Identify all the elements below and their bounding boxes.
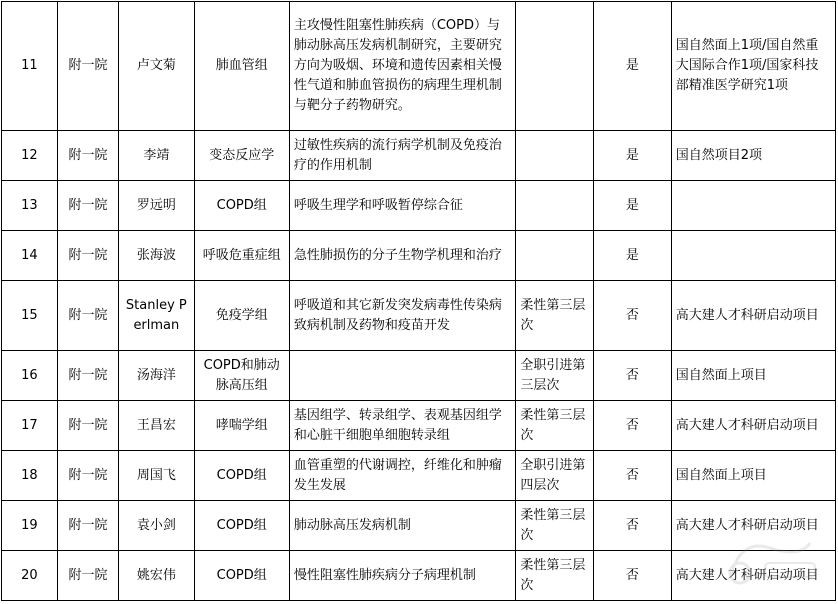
table-row (2, 281, 836, 351)
cell-hospital: 附一院 (57, 551, 118, 601)
cell-flag: 是 (594, 131, 672, 181)
cell-hospital: 附一院 (57, 351, 118, 401)
cell-flag: 是 (594, 181, 672, 231)
cell-flag: 否 (594, 551, 672, 601)
cell-name: 李靖 (119, 131, 195, 181)
cell-hospital: 附一院 (57, 501, 118, 551)
cell-research: 慢性阻塞性肺疾病分子病理机制 (289, 551, 516, 601)
cell-projects: 高大建人才科研启动项目 (671, 401, 835, 451)
cell-team: COPD组 (194, 501, 289, 551)
table-row (2, 551, 836, 601)
cell-level: 全职引进第三层次 (516, 351, 594, 401)
cell-level: 柔性第三层次 (516, 281, 594, 351)
cell-name: 卢文菊 (119, 2, 195, 131)
cell-projects (671, 181, 835, 231)
cell-flag: 否 (594, 451, 672, 501)
cell-no: 14 (2, 231, 58, 281)
table-row (2, 401, 836, 451)
cell-projects: 高大建人才科研启动项目 (671, 281, 835, 351)
cell-level: 柔性第三层次 (516, 401, 594, 451)
cell-level (516, 131, 594, 181)
cell-hospital: 附一院 (57, 281, 118, 351)
cell-projects: 国自然面上1项/国自然重大国际合作1项/国家科技部精准医学研究1项 (671, 2, 835, 131)
cell-hospital: 附一院 (57, 401, 118, 451)
cell-team: 哮喘学组 (194, 401, 289, 451)
cell-no: 12 (2, 131, 58, 181)
cell-level: 全职引进第四层次 (516, 451, 594, 501)
cell-flag: 否 (594, 281, 672, 351)
cell-level: 柔性第三层次 (516, 551, 594, 601)
cell-team: 肺血管组 (194, 2, 289, 131)
table-body (2, 2, 836, 601)
cell-research: 呼吸道和其它新发突发病毒性传染病致病机制及药物和疫苗开发 (289, 281, 516, 351)
cell-no: 17 (2, 401, 58, 451)
cell-team: 变态反应学 (194, 131, 289, 181)
cell-no: 13 (2, 181, 58, 231)
cell-no: 15 (2, 281, 58, 351)
cell-no: 18 (2, 451, 58, 501)
cell-research: 基因组学、转录组学、表观基因组学和心脏干细胞单细胞转录组 (289, 401, 516, 451)
researcher-table (1, 1, 836, 601)
cell-research: 呼吸生理学和呼吸暂停综合征 (289, 181, 516, 231)
cell-team: 呼吸危重症组 (194, 231, 289, 281)
cell-team: COPD和肺动脉高压组 (194, 351, 289, 401)
cell-flag: 否 (594, 351, 672, 401)
table-row (2, 451, 836, 501)
cell-projects (671, 231, 835, 281)
cell-level (516, 231, 594, 281)
cell-level (516, 181, 594, 231)
cell-hospital: 附一院 (57, 451, 118, 501)
cell-level: 柔性第三层次 (516, 501, 594, 551)
cell-flag: 否 (594, 401, 672, 451)
cell-research: 急性肺损伤的分子生物学机理和治疗 (289, 231, 516, 281)
cell-projects: 高大建人才科研启动项目 (671, 551, 835, 601)
cell-research: 血管重塑的代谢调控，纤维化和肿瘤发生发展 (289, 451, 516, 501)
cell-name: Stanley Perlman (119, 281, 195, 351)
cell-no: 19 (2, 501, 58, 551)
cell-research: 肺动脉高压发病机制 (289, 501, 516, 551)
cell-name: 罗远明 (119, 181, 195, 231)
cell-name: 周国飞 (119, 451, 195, 501)
cell-name: 袁小剑 (119, 501, 195, 551)
table-row (2, 351, 836, 401)
table-row (2, 181, 836, 231)
cell-no: 20 (2, 551, 58, 601)
cell-name: 汤海洋 (119, 351, 195, 401)
table-row (2, 501, 836, 551)
cell-research: 主攻慢性阻塞性肺疾病（COPD）与肺动脉高压发病机制研究，主要研究方向为吸烟、环境和遗传因素相关慢性气道和肺血管损伤的病理生理机制与靶分子药物研究。 (289, 2, 516, 131)
cell-hospital: 附一院 (57, 131, 118, 181)
cell-flag: 是 (594, 231, 672, 281)
cell-research (289, 351, 516, 401)
cell-projects: 国自然项目2项 (671, 131, 835, 181)
cell-name: 王昌宏 (119, 401, 195, 451)
cell-projects: 国自然面上项目 (671, 451, 835, 501)
table-row (2, 2, 836, 131)
cell-research: 过敏性疾病的流行病学机制及免疫治疗的作用机制 (289, 131, 516, 181)
cell-team: COPD组 (194, 181, 289, 231)
cell-team: COPD组 (194, 551, 289, 601)
cell-level (516, 2, 594, 131)
cell-flag: 是 (594, 2, 672, 131)
cell-hospital: 附一院 (57, 231, 118, 281)
table-row (2, 231, 836, 281)
cell-no: 11 (2, 2, 58, 131)
cell-no: 16 (2, 351, 58, 401)
cell-projects: 国自然面上项目 (671, 351, 835, 401)
cell-team: COPD组 (194, 451, 289, 501)
cell-team: 免疫学组 (194, 281, 289, 351)
cell-flag: 否 (594, 501, 672, 551)
table-row (2, 131, 836, 181)
cell-hospital: 附一院 (57, 181, 118, 231)
cell-projects: 高大建人才科研启动项目 (671, 501, 835, 551)
cell-name: 张海波 (119, 231, 195, 281)
cell-hospital: 附一院 (57, 2, 118, 131)
cell-name: 姚宏伟 (119, 551, 195, 601)
